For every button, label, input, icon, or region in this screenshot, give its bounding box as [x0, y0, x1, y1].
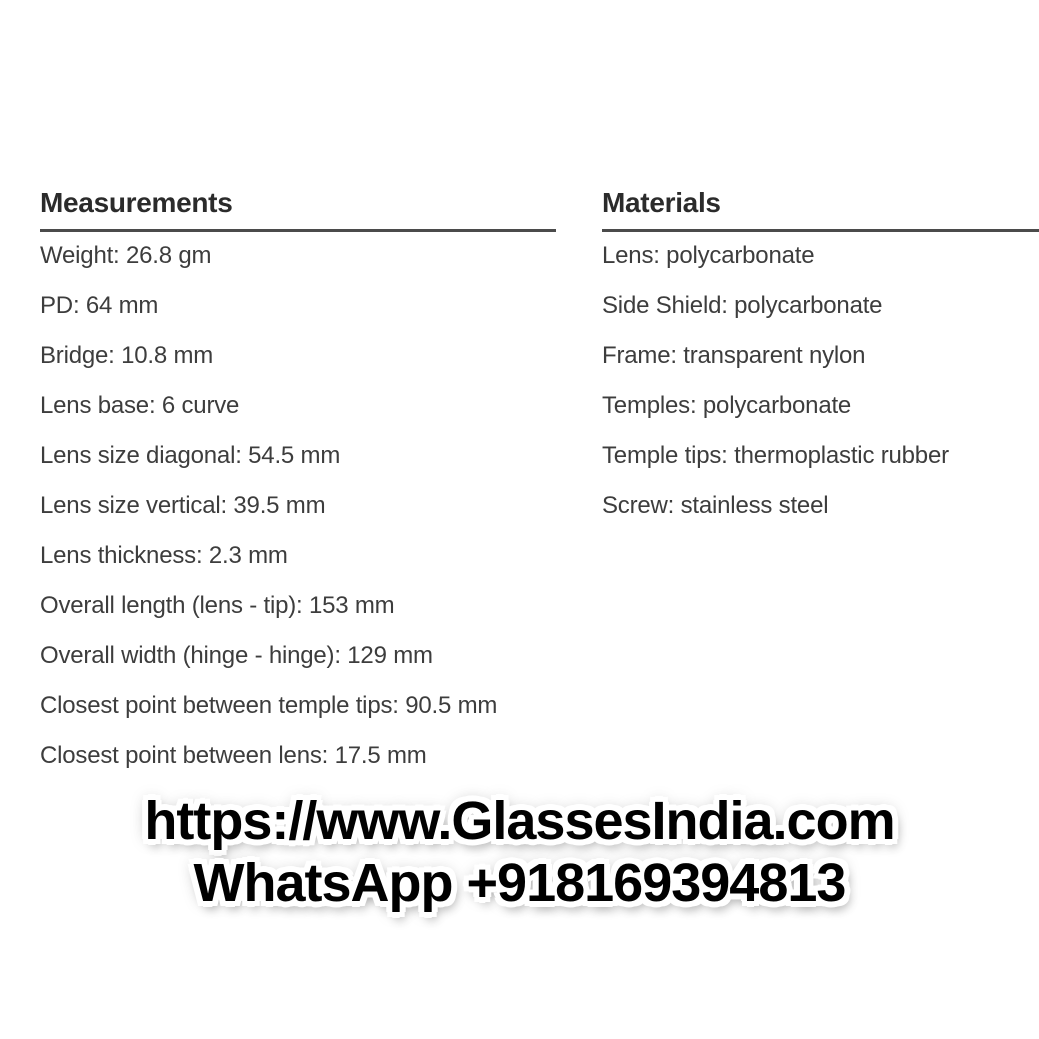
measurements-title: Measurements — [40, 187, 233, 218]
spec-row: Lens size vertical: 39.5 mm — [40, 492, 326, 519]
measurements-title-underline — [40, 229, 556, 232]
spec-row: Side Shield: polycarbonate — [602, 292, 883, 319]
watermark-whatsapp: WhatsApp +918169394813 — [193, 853, 846, 913]
spec-row: Frame: transparent nylon — [602, 342, 866, 369]
watermark-url: https://www.GlassesIndia.com — [144, 791, 895, 851]
spec-row: Overall width (hinge - hinge): 129 mm — [40, 642, 433, 669]
spec-row: Screw: stainless steel — [602, 492, 829, 519]
spec-row: Lens base: 6 curve — [40, 392, 240, 419]
measurements-list — [40, 242, 556, 770]
materials-column — [602, 186, 1039, 520]
spec-row: PD: 64 mm — [40, 292, 159, 319]
spec-row: Weight: 26.8 gm — [40, 242, 212, 269]
materials-list — [602, 242, 1039, 520]
spec-row: Closest point between lens: 17.5 mm — [40, 742, 427, 769]
spec-row: Bridge: 10.8 mm — [40, 342, 214, 369]
spec-row: Lens thickness: 2.3 mm — [40, 542, 288, 569]
materials-title-underline — [602, 229, 1039, 232]
spec-row: Overall length (lens - tip): 153 mm — [40, 592, 395, 619]
materials-title: Materials — [602, 187, 721, 218]
measurements-column — [40, 186, 556, 770]
spec-row: Closest point between temple tips: 90.5 mm — [40, 692, 498, 719]
spec-row: Lens size diagonal: 54.5 mm — [40, 442, 341, 469]
spec-row: Lens: polycarbonate — [602, 242, 815, 269]
spec-row: Temple tips: thermoplastic rubber — [602, 442, 949, 469]
watermark — [0, 790, 1039, 914]
spec-row: Temples: polycarbonate — [602, 392, 852, 419]
